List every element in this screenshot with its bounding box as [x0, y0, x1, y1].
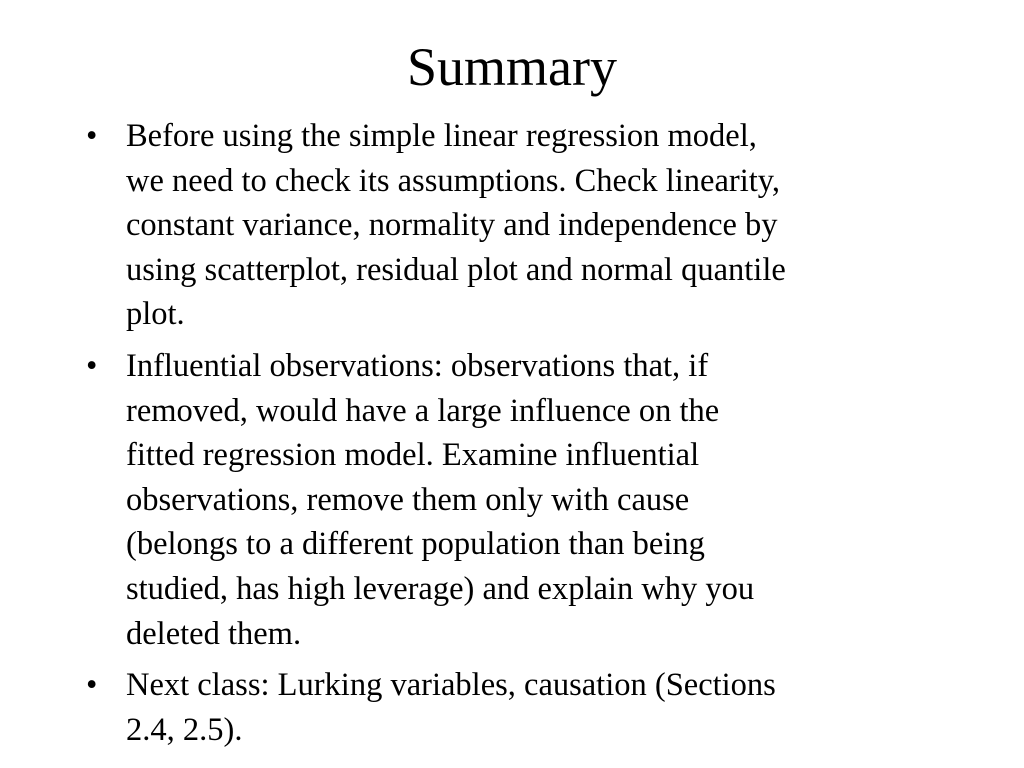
- bullet-text-line: Before using the simple linear regression model,: [126, 118, 757, 154]
- bullet-text-line: deleted them.: [126, 615, 302, 652]
- bullet-text-line: we need to check its assumptions. Check linearity,: [126, 162, 781, 199]
- bullet-text-line: Influential observations: observations that, if: [126, 347, 709, 384]
- bullet-dot-icon: •: [86, 347, 98, 384]
- bullet-text-line: (belongs to a different population than being: [126, 526, 705, 563]
- bullet-text-line: using scatterplot, residual plot and normal quantile: [126, 251, 786, 288]
- bullet-text-line: fitted regression model. Examine influential: [126, 437, 700, 474]
- bullet-text-line: 2.4, 2.5).: [126, 711, 243, 748]
- slide-title: Summary: [407, 37, 617, 97]
- bullet-item-assumptions: [86, 114, 966, 337]
- bullet-item-influential-observations: [86, 344, 966, 656]
- bullet-text-line: Next class: Lurking variables, causation (Sections: [126, 667, 776, 704]
- bullet-text-line: plot.: [126, 296, 185, 333]
- bullet-dot-icon: •: [86, 118, 98, 154]
- bullet-text-line: constant variance, normality and independence by: [126, 207, 778, 244]
- bullet-dot-icon: •: [86, 667, 98, 704]
- bullet-text-line: observations, remove them only with cause: [126, 481, 690, 518]
- bullet-item-next-class: [86, 663, 966, 752]
- bullet-list: [86, 114, 966, 759]
- bullet-text-line: removed, would have a large influence on the: [126, 392, 720, 429]
- bullet-text-line: studied, has high leverage) and explain why you: [126, 570, 755, 607]
